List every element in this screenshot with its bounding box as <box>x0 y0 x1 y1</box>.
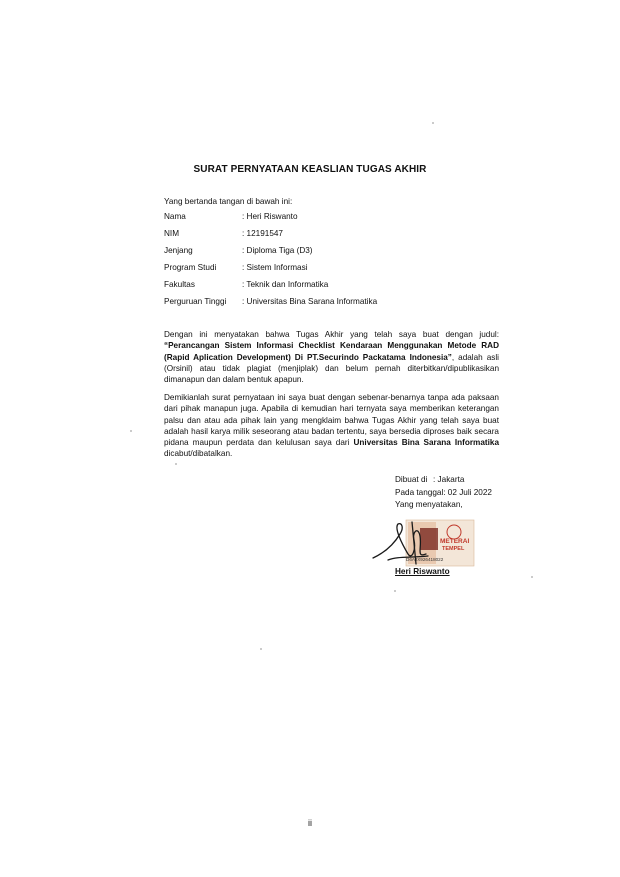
stamp-serial: D6AJX926418022 <box>406 557 444 562</box>
field-value: : 12191547 <box>242 229 283 238</box>
field-label: Jenjang <box>164 246 193 255</box>
scan-speck <box>175 463 177 465</box>
scan-speck <box>531 576 533 578</box>
stamp-line2: TEMPEL <box>442 546 465 552</box>
field-row-nim <box>164 229 377 246</box>
field-value: : Heri Riswanto <box>242 212 298 221</box>
date-line: Pada tanggal: 02 Juli 2022 <box>395 487 492 497</box>
intro-text: Yang bertanda tangan di bawah ini: <box>164 197 293 206</box>
field-row-name <box>164 212 377 229</box>
thesis-title: “Perancangan Sistem Informasi Checklist Kendaraan Menggunakan Metode RAD (Rapid Aplication Development) Di PT.Securindo Packatama Indonesia” <box>164 341 499 362</box>
signer-name: Heri Riswanto <box>395 567 450 576</box>
place-value: : Jakarta <box>433 475 465 484</box>
stamp-line1: METERAI <box>440 538 470 545</box>
statement-text: , adalah asli (Orsinil) atau tidak plagiat (menjiplak) dan belum pernah diterbitkan/dipublikasikan dimanapun dan dalam bentuk apapun. <box>164 352 499 385</box>
field-value: : Teknik dan Informatika <box>242 280 329 289</box>
scan-speck <box>130 430 132 432</box>
revenue-stamp-icon <box>406 520 474 566</box>
field-label: Program Studi <box>164 263 217 272</box>
field-label: Nama <box>164 212 186 221</box>
signature-block <box>395 474 492 512</box>
scan-speck <box>432 122 434 124</box>
scan-speck <box>394 590 396 592</box>
field-value: : Sistem Informasi <box>242 263 308 272</box>
place-label: Dibuat di <box>395 475 428 484</box>
stamp-signature <box>368 514 478 570</box>
field-value: : Universitas Bina Sarana Informatika <box>242 297 378 306</box>
statement-text: Dengan ini menyatakan bahwa Tugas Akhir yang telah saya buat dengan judul: <box>164 330 499 339</box>
scan-speck <box>260 648 262 650</box>
page-title: SURAT PERNYATAAN KEASLIAN TUGAS AKHIR <box>193 164 427 175</box>
field-value: : Diploma Tiga (D3) <box>242 246 313 255</box>
field-row-program <box>164 263 377 280</box>
declaration-text: dicabut/dibatalkan. <box>164 449 233 459</box>
page-number: ii <box>308 818 312 828</box>
statement-paragraph <box>164 329 499 385</box>
field-row-jenjang <box>164 246 377 263</box>
field-row-perguruan <box>164 297 377 314</box>
field-label: Perguruan Tinggi <box>164 297 227 306</box>
identity-fields <box>164 212 377 314</box>
declaration-paragraph <box>164 392 499 460</box>
field-label: NIM <box>164 229 180 238</box>
university-name: Universitas Bina Sarana Informatika <box>353 438 499 448</box>
closing-line: Yang menyatakan, <box>395 500 463 509</box>
place-line <box>395 474 492 487</box>
declaration-text: Demikianlah surat pernyataan ini saya buat dengan sebenar-benarnya tanpa ada paksaan dari pihak manapun juga. Apabila di kemudian hari ternyata saya memberikan keterangan palsu dan atau ada pihak lain yang mengklaim bahwa Tugas Akhir yang telah saya buat adalah hasil karya milik seseorang atau badan tertentu, saya bersedia diproses baik secara pidana maupun perdata dan kelulusan saya dari <box>164 393 499 448</box>
field-label: Fakultas <box>164 280 195 289</box>
field-row-fakultas <box>164 280 377 297</box>
